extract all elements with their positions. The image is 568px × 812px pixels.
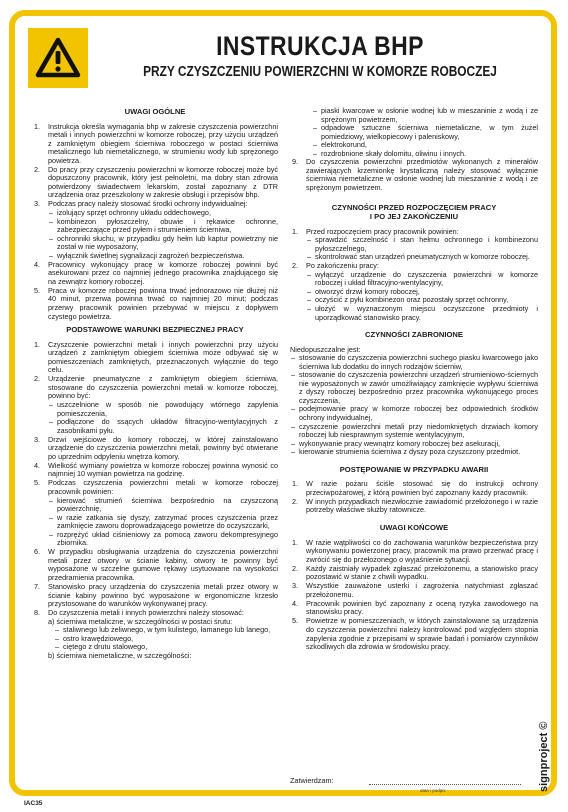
- czynnosci-przed-list: [290, 228, 538, 323]
- item-text: Wielkość wymiany powietrza w komorze roboczej powinna wynosić co najmniej 10 wymian powietrza na godzinę.: [48, 460, 278, 479]
- list-item: [32, 166, 278, 200]
- awaria-list: [290, 480, 538, 515]
- sub-item: – wykonywanie pracy wewnątrz komory roboczej bez asekuracji,: [290, 440, 538, 449]
- left-column: [32, 103, 278, 661]
- item-number: 2.: [292, 563, 299, 573]
- sub-item: – izolujący sprzęt ochronny układu oddechowego,: [48, 209, 278, 218]
- item-text: W razie wątpliwości co do zachowania warunków bezpieczeństwa przy wykonywaniu powierzonej pracy, pracownik ma prawo przerwać pracę i zwrócić się do przełożonego o wyjaśnienie sytuacji.: [306, 537, 538, 564]
- sub-item: – sprawdzić szczelność i stan hełmu ochronnego i kombinezonu pyłoszczelnego,: [306, 236, 538, 253]
- approved-label: Zatwierdzam:: [290, 776, 334, 785]
- uwagi-ogolne-list: [32, 123, 278, 322]
- heading-line: CZYNNOŚCI PRZED ROZPOCZĘCIEM PRACY: [331, 203, 497, 213]
- item-number: 8.: [34, 608, 41, 618]
- list-item: [290, 582, 538, 599]
- list-item: [290, 158, 538, 192]
- item-number: 2.: [292, 261, 299, 271]
- sub-item: – wyłączyć urządzenie do czyszczenia powierzchni w komorze roboczej i układ filtracyjno-wentylacyjny,: [306, 271, 538, 288]
- item-text: Pracownik powinien być zapoznany z oceną ryzyka zawodowego na stanowisku pracy.: [306, 598, 538, 617]
- sub-item: – kierowanie strumienia ścierniwa z dyszy poza czyszczony przedmiot.: [290, 448, 538, 457]
- sub-item: – podłączone do ssących układów filtracyjno-wentylacyjnych z zasobnikami pyłu.: [48, 418, 278, 435]
- section-heading-uwagi-ogolne: UWAGI OGÓLNE: [124, 107, 186, 116]
- sub-item: – ułożyć w wyznaczonym miejscu oczyszczone przedmioty i uporządkować stanowisko pracy.: [306, 305, 538, 322]
- sub-item: – elektrokorund,: [306, 141, 538, 150]
- sub-list: [48, 209, 278, 260]
- item-number: 3.: [292, 581, 299, 591]
- item-number: 2.: [34, 374, 41, 384]
- item-text: Do czyszczenia powierzchni przedmiotów wykonanych z minerałów zawierających krzemionkę krystaliczną należy stosować wyłącznie ścierniwa niemetaliczne w osłonie wodnej lub mieszaninie z wodą i ze sprężonym powietrzem.: [306, 157, 538, 192]
- sub-item: – uszczelnione w sposób nie powodujący wtórnego zapylenia pomieszczenia,: [48, 401, 278, 418]
- continued-sub-list: [306, 107, 538, 158]
- continued-list: [290, 158, 538, 192]
- sub-item: – rozdrobnione skały dolomitu, oliwinu i innych.: [306, 150, 538, 159]
- item-text: Powietrze w pomieszczeniach, w których zainstalowane są urządzenia do czyszczenia powierzchni należy kontrolować pod względem stopnia zapylenia zgodnie z przepisami w sprawie badań i pomiarów czynników szkodliwych dla zdrowia w środowisku pracy.: [306, 616, 538, 652]
- list-item: [290, 565, 538, 582]
- page-subtitle: PRZY CZYSZCZENIU POWIERZCHNI W KOMORZE ROBOCZEJ: [143, 64, 497, 80]
- sub-item: – oczyścić z pyłu kombinezon oraz pozostały sprzęt ochronny,: [306, 296, 538, 305]
- list-item: [290, 539, 538, 565]
- item-text: Podczas pracy należy stosować środki ochrony indywidualnej:: [48, 199, 248, 209]
- item-text: Po zakończeniu pracy:: [306, 261, 379, 271]
- list-item: [32, 123, 278, 166]
- section-heading-awaria: POSTĘPOWANIE W PRZYPADKU AWARII: [339, 464, 489, 474]
- list-item: [32, 200, 278, 260]
- list-item: [290, 498, 538, 515]
- item-text: Do pracy przy czyszczeniu powierzchni w komorze roboczej może być dopuszczony pracownik, który jest pełnoletni, ma dobry stan zdrowia potwierdzony świadectwem lekarskim, został zapoznany z DTR urządzenia oraz przeszkolony w zakresie obsługi i przepisów bhp.: [48, 164, 278, 200]
- list-item: [32, 609, 278, 660]
- list-item: [32, 287, 278, 321]
- list-item: [290, 617, 538, 651]
- sub-item: – kierować strumień ścierniwa bezpośrednio na czyszczoną powierzchnię,: [48, 497, 278, 514]
- sub-item: – stosowanie do czyszczenia powierzchni suchego piasku kwarcowego jako ścierniwa lub dodatku do innych rodzajów ścierniw,: [290, 354, 538, 371]
- item-number: 3.: [34, 434, 41, 444]
- sub-item: – czyszczenie powierzchni metali przy niedomkniętych drzwiach komory roboczej lub niesprawnym systemie wentylacyjnym,: [290, 423, 538, 440]
- sub-item: – otworzyć drzwi komory roboczej,: [306, 288, 538, 297]
- warning-triangle-icon: [33, 33, 83, 83]
- section-heading-zabronione: CZYNNOŚCI ZABRONIONE: [365, 330, 463, 340]
- item-text: Praca w komorze roboczej powinna trwać jednorazowo nie dłużej niż 40 minut, przerwa powinna trwać co najmniej 20 minut; podczas przerwy pracownik powinien przebywać w miejscu z dopływem czystego powietrza.: [48, 285, 278, 321]
- item-number: 4.: [34, 259, 41, 269]
- zabronione-list: [290, 354, 538, 457]
- sub-item: – skontrolować stan urządzeń pneumatycznych w komorze roboczej.: [306, 253, 538, 262]
- sub-item: – wyłącznik świetlnej sygnalizacji zagrożeń bezpieczeństwa.: [48, 252, 278, 261]
- letter-item: a) ścierniwa metaliczne, w szczególności w postaci śrutu:: [48, 616, 233, 626]
- item-number: 2.: [292, 496, 299, 506]
- item-text: Instrukcja określa wymagania bhp w zakresie czyszczenia powierzchni metali i innych powierzchni w komorze roboczej, przy użyciu urządzeń z zamkniętym obiegiem ścierniwa roboczego w postaci ścierniwa metalicznego lub niemetalicznego, w strumieniu wody lub sprężonego powietrza.: [48, 121, 278, 165]
- item-number: 1.: [34, 121, 41, 131]
- right-column: [290, 107, 538, 652]
- brand-text: signproject ©: [538, 721, 550, 792]
- section-heading-podstawowe: PODSTAWOWE WARUNKI BEZPIECZNEJ PRACY: [66, 325, 244, 335]
- item-number: 5.: [292, 616, 299, 626]
- product-code: IAC35: [24, 800, 43, 807]
- warning-badge: [28, 28, 88, 88]
- list-item: [290, 228, 538, 262]
- item-text: Drzwi wejściowe do komory roboczej, w której zainstalowano urządzenie do czyszczenia powierzchni metali, powinny być otwierane po uprzednim odpyleniu wnętrza komory.: [48, 434, 278, 461]
- list-item: [32, 479, 278, 547]
- item-text: Czyszczenie powierzchni metali i innych powierzchni przy użyciu urządzeń z zamkniętym obiegiem ścierniwa może odbywać się w pomieszczeniach zamkniętych, przeznaczonych wyłącznie do tego celu.: [48, 339, 278, 375]
- item-text: Urządzenie pneumatyczne z zamkniętym obiegiem ścierniwa, stosowane do czyszczenia powierzchni metali w komorze roboczej, powinno być:: [48, 374, 278, 401]
- sub-item: – piaski kwarcowe w osłonie wodnej lub w mieszaninie z wodą i ze sprężonym powietrzem,: [306, 107, 538, 124]
- podstawowe-list: [32, 341, 278, 661]
- item-number: 9.: [292, 157, 299, 167]
- sub-item: – stosowanie do czyszczenia powierzchni urządzeń strumieniowo-ściernych nie wyposażonych w zawór umożliwiający zamknięcie wypływu ścierniwa z dyszy roboczej bezpośrednio przez pracownika wykonującego proces czyszczenia,: [290, 371, 538, 405]
- list-item: [290, 480, 538, 497]
- list-item: [32, 261, 278, 287]
- sub-item: – staliwnego lub żeliwnego, w tym kulistego, łamanego lub lanego,: [48, 626, 278, 635]
- item-number: 4.: [34, 460, 41, 470]
- sub-list: [48, 401, 278, 435]
- item-number: 4.: [292, 598, 299, 608]
- item-number: 7.: [34, 581, 41, 591]
- item-number: 1.: [292, 479, 299, 489]
- sub-item: – kombinezon pyłoszczelny, obuwie i rękawice ochronne, zabezpieczające przed pyłem i strumieniem ścierniwa,: [48, 218, 278, 235]
- item-number: 1.: [292, 226, 299, 236]
- letter-item: b) ścierniwa niemetaliczne, w szczególności:: [48, 650, 192, 660]
- item-text: Pracownicy wykonujący pracę w komorze roboczej powinni być asekurowani przez co najmniej jednego pracownika znajdującego się na zewnątrz komory roboczej.: [48, 259, 278, 286]
- sub-list: [48, 626, 278, 652]
- item-text: Podczas czyszczenia powierzchni metali w komorze roboczej pracownik powinien:: [48, 478, 278, 496]
- sub-list: [48, 497, 278, 548]
- sub-item: – ciętego z drutu stalowego,: [48, 643, 278, 652]
- item-text: Każdy zaistniały wypadek zgłaszać przełożonemu, a stanowisko pracy pozostawić w stanie z chwili wypadku.: [306, 563, 538, 582]
- list-item: [32, 583, 278, 609]
- list-item: [32, 341, 278, 375]
- koncowe-list: [290, 539, 538, 652]
- list-item: [290, 600, 538, 617]
- list-item: [32, 548, 278, 582]
- signature-line: [369, 784, 521, 785]
- item-text: Przed rozpoczęciem pracy pracownik powinien:: [306, 226, 459, 236]
- list-item: [290, 262, 538, 322]
- item-number: 3.: [34, 199, 41, 209]
- sub-item: – odpadowe sztuczne ścierniwa niemetaliczne, w tym żużel pomiedziowy, wielkopiecowy i paleniskowy,: [306, 124, 538, 141]
- item-text: W razie pożaru ściśle stosować się do instrukcji ochrony przeciwpożarowej, z którą powinien być zapoznany każdy pracownik.: [306, 479, 538, 497]
- list-item: [32, 462, 278, 479]
- item-number: 5.: [34, 285, 41, 295]
- item-number: 1.: [34, 339, 41, 349]
- sub-item: – w razie zatkania się dyszy, zatrzymać proces czyszczenia przez zamknięcie zaworu doprowadzającego powietrze do oczyszczarki,: [48, 514, 278, 531]
- item-text: Stanowisko pracy urządzenia do czyszczenia metali przez otwory w ścianie kabiny powinno być wyposażone w ergonomiczne krzesło przystosowane do warunków wykonywanej pracy.: [48, 581, 278, 609]
- sub-list: [306, 271, 538, 322]
- heading-line: I PO JEJ ZAKOŃCZENIU: [369, 212, 459, 222]
- sub-item: – ostro krawędziowego,: [48, 635, 278, 644]
- item-text: Wszystkie zauważone usterki i zagrożenia natychmiast zgłaszać przełożonemu.: [306, 581, 538, 599]
- section-heading-koncowe: UWAGI KOŃCOWE: [379, 522, 449, 532]
- sub-item: – podejmowanie pracy w komorze roboczej bez odpowiednich środków ochrony indywidualnej,: [290, 405, 538, 422]
- zabronione-intro: Niedopuszczalne jest:: [290, 344, 361, 354]
- item-text: W przypadku obsługiwania urządzenia do czyszczenia powierzchni metali przez otwory w ścianie kabiny, otwory te powinny być wyposażone w szczelne gumowe rękawy usytuowane na wysokości przedramienia pracownika.: [48, 547, 278, 582]
- item-text: Do czyszczenia metali i innych powierzchni należy stosować:: [48, 608, 244, 618]
- item-number: 2.: [34, 164, 41, 174]
- section-heading-czynnosci-przed: [290, 204, 538, 221]
- sub-list: [306, 236, 538, 262]
- item-text: W innych przypadkach niezwłocznie zawiadomić przełożonego i w razie potrzeby właściwe służby ratownicze.: [306, 496, 538, 515]
- item-number: 6.: [34, 547, 41, 557]
- page-title: INSTRUKCJA BHP: [216, 31, 424, 61]
- brand-mark: [536, 702, 550, 792]
- sub-item: – rozprężyć układ ciśnieniowy za pomocą zaworu dekompresyjnego zbiornika.: [48, 531, 278, 548]
- sub-item: – ochronniki słuchu, w przypadku gdy hełm lub kaptur powietrzny nie został w nie wyposażony,: [48, 235, 278, 252]
- list-item: [32, 436, 278, 462]
- signature-caption: data i podpis: [420, 788, 446, 793]
- signature-block: [290, 776, 538, 793]
- item-number: 5.: [34, 478, 41, 488]
- item-number: 1.: [292, 537, 299, 547]
- list-item: [32, 375, 278, 435]
